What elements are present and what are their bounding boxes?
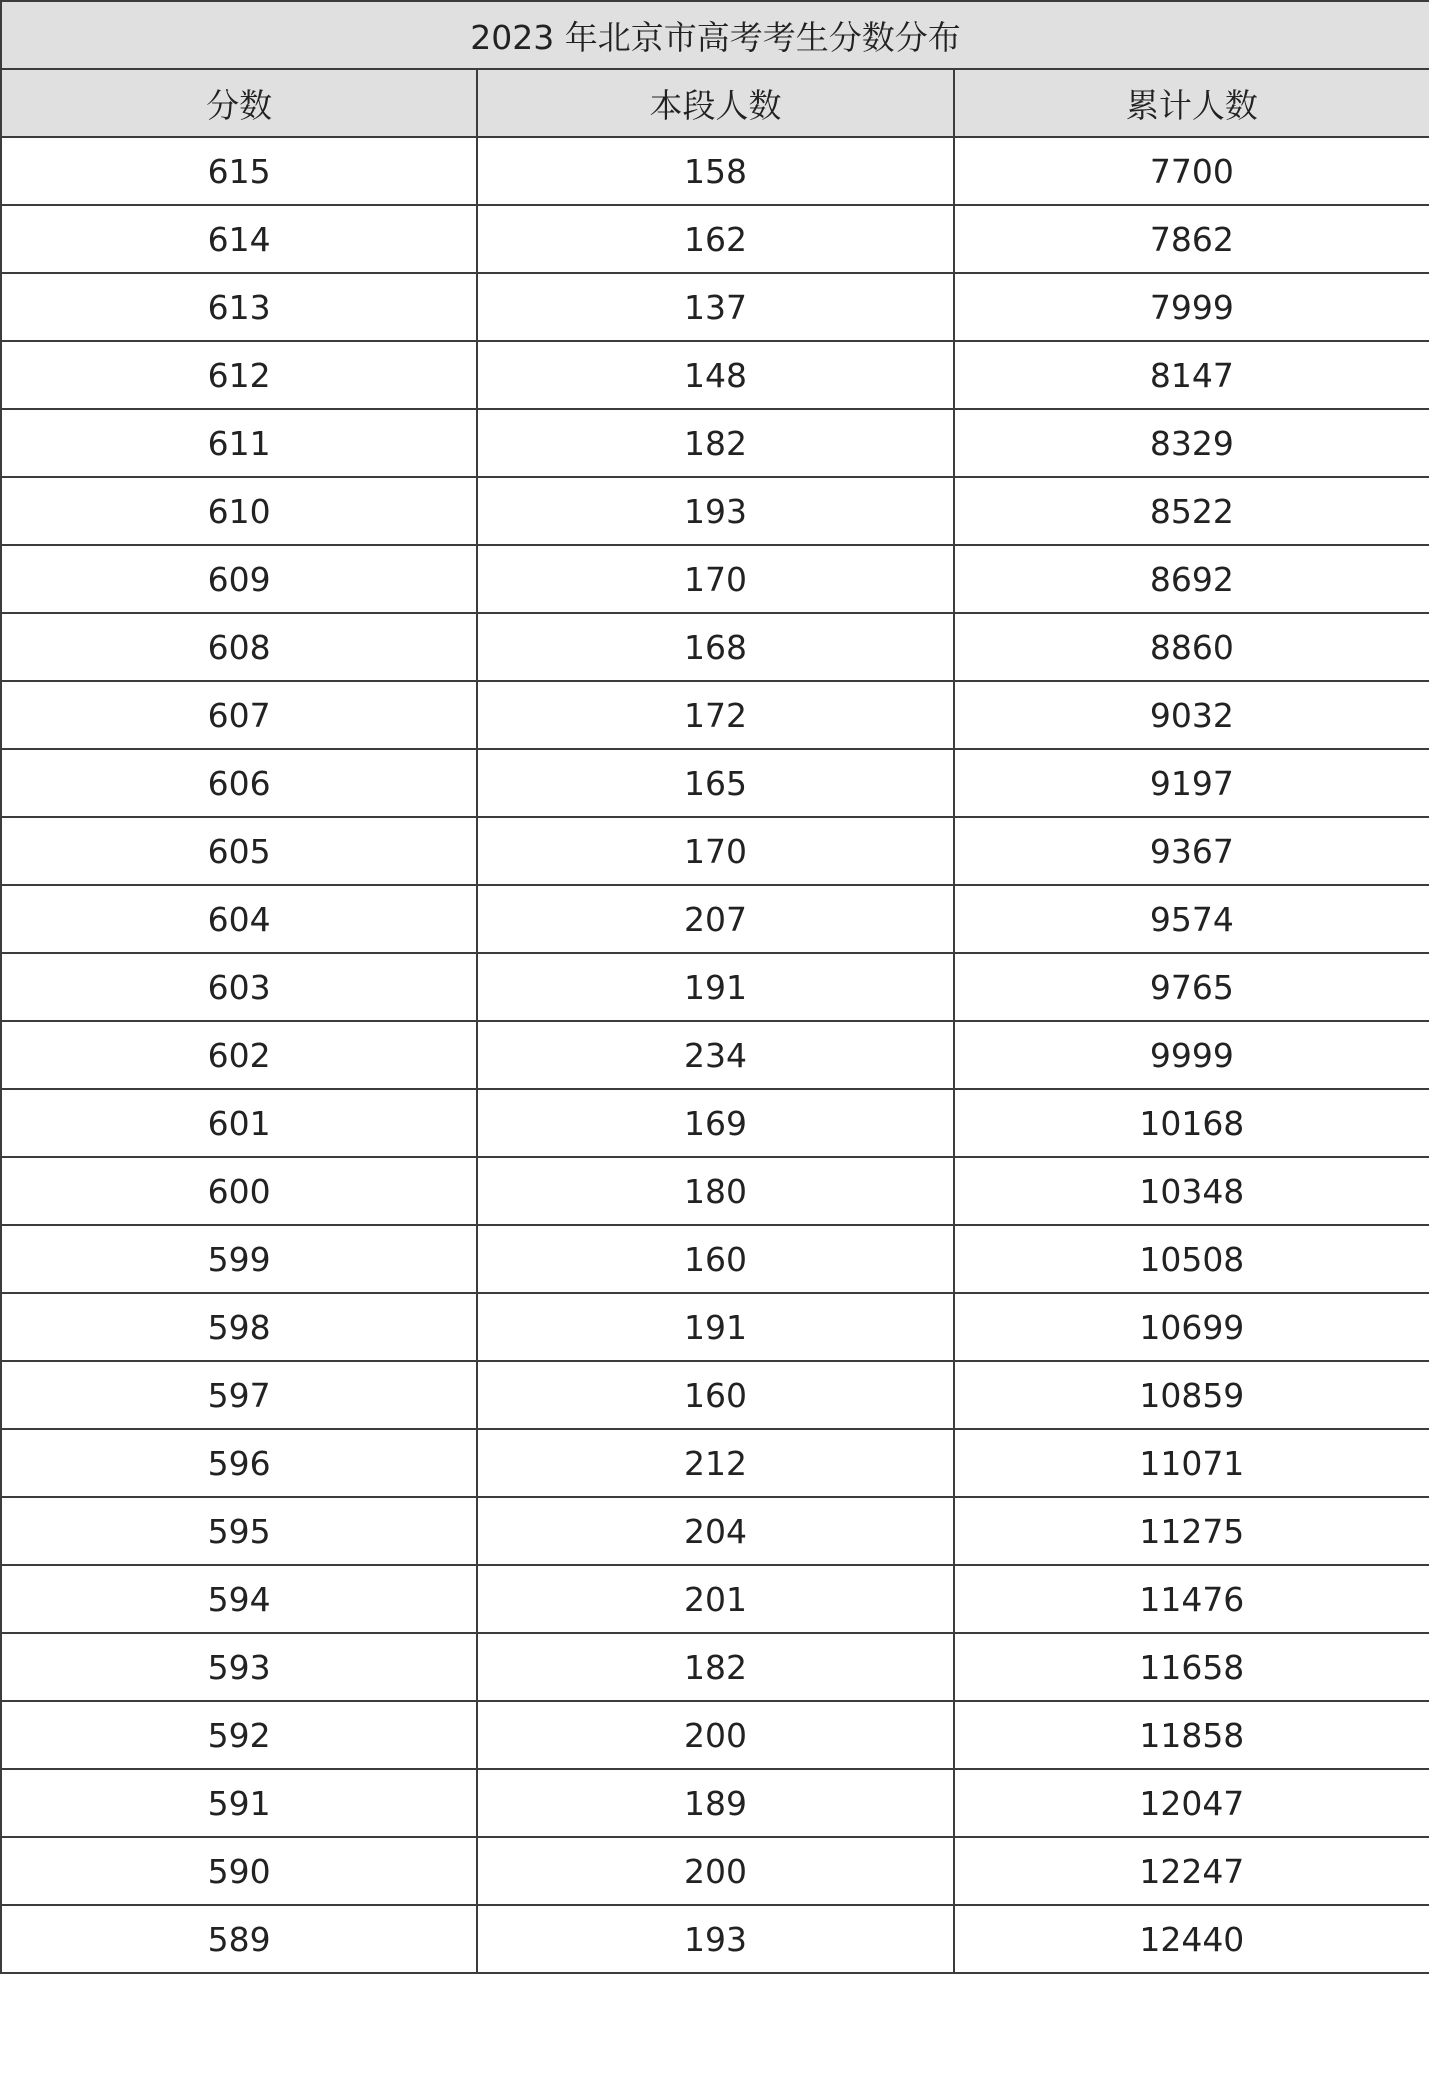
cumulative-count-cell: 9367 (954, 817, 1429, 885)
table-row (1, 1225, 1429, 1293)
title-row (1, 1, 1429, 69)
table-row (1, 477, 1429, 545)
segment-count-cell: 212 (477, 1429, 953, 1497)
score-cell: 607 (1, 681, 477, 749)
segment-count-cell: 160 (477, 1225, 953, 1293)
segment-count-cell: 160 (477, 1361, 953, 1429)
header-row (1, 69, 1429, 137)
cumulative-count-cell: 8329 (954, 409, 1429, 477)
cumulative-count-cell: 8860 (954, 613, 1429, 681)
score-cell: 605 (1, 817, 477, 885)
cumulative-count-cell: 8692 (954, 545, 1429, 613)
table-row (1, 1021, 1429, 1089)
table-row (1, 1837, 1429, 1905)
score-cell: 593 (1, 1633, 477, 1701)
cumulative-count-cell: 11858 (954, 1701, 1429, 1769)
table-row (1, 1565, 1429, 1633)
cumulative-count-cell: 11476 (954, 1565, 1429, 1633)
cumulative-count-cell: 10508 (954, 1225, 1429, 1293)
score-cell: 603 (1, 953, 477, 1021)
score-cell: 591 (1, 1769, 477, 1837)
cumulative-count-cell: 12247 (954, 1837, 1429, 1905)
segment-count-cell: 169 (477, 1089, 953, 1157)
score-cell: 595 (1, 1497, 477, 1565)
cumulative-count-cell: 12047 (954, 1769, 1429, 1837)
segment-count-cell: 200 (477, 1701, 953, 1769)
cumulative-count-cell: 10348 (954, 1157, 1429, 1225)
segment-count-cell: 172 (477, 681, 953, 749)
score-cell: 610 (1, 477, 477, 545)
segment-count-cell: 165 (477, 749, 953, 817)
column-header-segment-count: 本段人数 (477, 69, 953, 137)
segment-count-cell: 162 (477, 205, 953, 273)
table-row (1, 341, 1429, 409)
score-cell: 612 (1, 341, 477, 409)
table-row (1, 1905, 1429, 1973)
segment-count-cell: 200 (477, 1837, 953, 1905)
cumulative-count-cell: 9765 (954, 953, 1429, 1021)
score-cell: 598 (1, 1293, 477, 1361)
table-row (1, 273, 1429, 341)
score-cell: 599 (1, 1225, 477, 1293)
score-cell: 600 (1, 1157, 477, 1225)
table-row (1, 885, 1429, 953)
table-row (1, 137, 1429, 205)
cumulative-count-cell: 9999 (954, 1021, 1429, 1089)
cumulative-count-cell: 9032 (954, 681, 1429, 749)
cumulative-count-cell: 11275 (954, 1497, 1429, 1565)
table-row (1, 1293, 1429, 1361)
score-cell: 611 (1, 409, 477, 477)
score-cell: 590 (1, 1837, 477, 1905)
segment-count-cell: 189 (477, 1769, 953, 1837)
score-cell: 601 (1, 1089, 477, 1157)
segment-count-cell: 193 (477, 1905, 953, 1973)
cumulative-count-cell: 7862 (954, 205, 1429, 273)
score-cell: 592 (1, 1701, 477, 1769)
segment-count-cell: 191 (477, 953, 953, 1021)
score-cell: 594 (1, 1565, 477, 1633)
cumulative-count-cell: 11658 (954, 1633, 1429, 1701)
score-cell: 604 (1, 885, 477, 953)
segment-count-cell: 182 (477, 1633, 953, 1701)
column-header-cumulative-count: 累计人数 (954, 69, 1429, 137)
table-row (1, 1089, 1429, 1157)
score-cell: 606 (1, 749, 477, 817)
cumulative-count-cell: 9197 (954, 749, 1429, 817)
segment-count-cell: 191 (477, 1293, 953, 1361)
table-row (1, 1701, 1429, 1769)
table-row (1, 1633, 1429, 1701)
segment-count-cell: 204 (477, 1497, 953, 1565)
table-row (1, 953, 1429, 1021)
score-cell: 602 (1, 1021, 477, 1089)
table-row (1, 749, 1429, 817)
score-cell: 596 (1, 1429, 477, 1497)
cumulative-count-cell: 12440 (954, 1905, 1429, 1973)
segment-count-cell: 170 (477, 817, 953, 885)
table-row (1, 1497, 1429, 1565)
column-header-score: 分数 (1, 69, 477, 137)
cumulative-count-cell: 10859 (954, 1361, 1429, 1429)
table-row (1, 1769, 1429, 1837)
table-row (1, 409, 1429, 477)
segment-count-cell: 168 (477, 613, 953, 681)
table-head (1, 1, 1429, 137)
cumulative-count-cell: 8147 (954, 341, 1429, 409)
cumulative-count-cell: 7999 (954, 273, 1429, 341)
cumulative-count-cell: 10699 (954, 1293, 1429, 1361)
score-cell: 608 (1, 613, 477, 681)
segment-count-cell: 182 (477, 409, 953, 477)
table-body (1, 137, 1429, 1973)
segment-count-cell: 180 (477, 1157, 953, 1225)
score-cell: 589 (1, 1905, 477, 1973)
table-row (1, 613, 1429, 681)
table-row (1, 1429, 1429, 1497)
score-cell: 613 (1, 273, 477, 341)
segment-count-cell: 148 (477, 341, 953, 409)
table-title: 2023 年北京市高考考生分数分布 (1, 1, 1429, 69)
table-row (1, 1361, 1429, 1429)
table-row (1, 205, 1429, 273)
segment-count-cell: 158 (477, 137, 953, 205)
segment-count-cell: 201 (477, 1565, 953, 1633)
cumulative-count-cell: 10168 (954, 1089, 1429, 1157)
score-cell: 609 (1, 545, 477, 613)
table-row (1, 817, 1429, 885)
cumulative-count-cell: 11071 (954, 1429, 1429, 1497)
score-cell: 597 (1, 1361, 477, 1429)
table-row (1, 681, 1429, 749)
segment-count-cell: 207 (477, 885, 953, 953)
table-row (1, 545, 1429, 613)
score-cell: 615 (1, 137, 477, 205)
cumulative-count-cell: 9574 (954, 885, 1429, 953)
table-row (1, 1157, 1429, 1225)
score-cell: 614 (1, 205, 477, 273)
segment-count-cell: 193 (477, 477, 953, 545)
segment-count-cell: 170 (477, 545, 953, 613)
segment-count-cell: 137 (477, 273, 953, 341)
segment-count-cell: 234 (477, 1021, 953, 1089)
cumulative-count-cell: 8522 (954, 477, 1429, 545)
cumulative-count-cell: 7700 (954, 137, 1429, 205)
